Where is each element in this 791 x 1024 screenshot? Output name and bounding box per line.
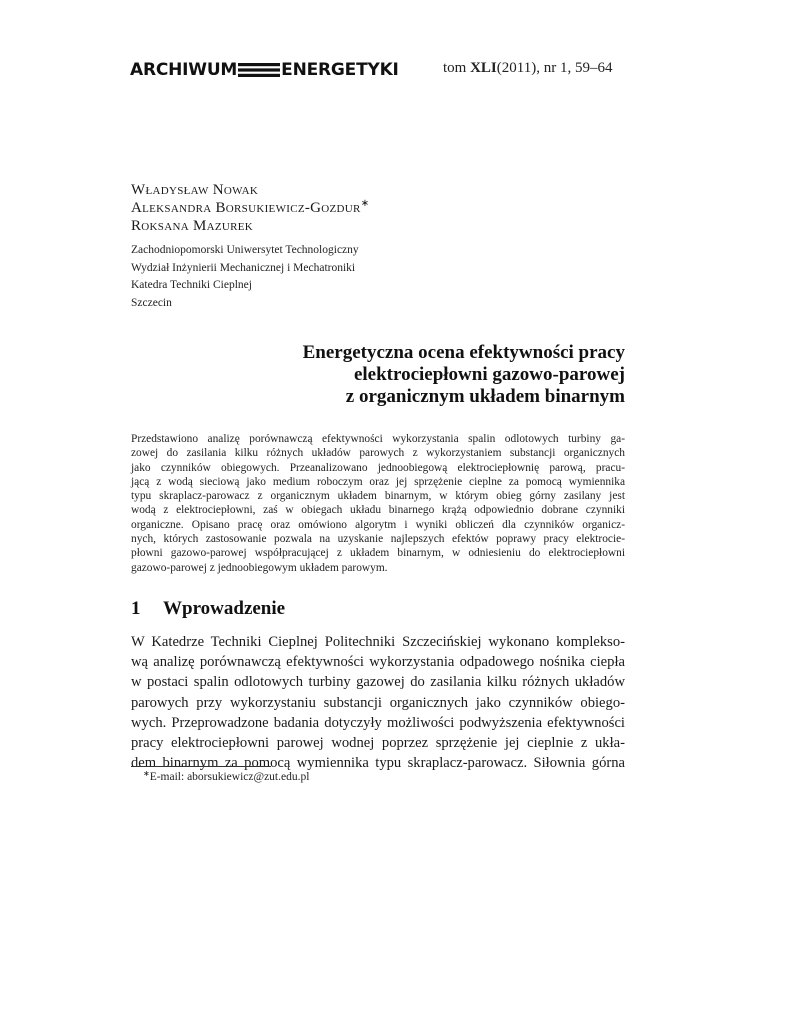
abstract-line: nych, których zastosowanie pozwala na uzyskanie najlepszych efektów poprawy pracy elektrocie- — [131, 533, 625, 546]
body-line: wych. Przeprowadzone badania dotyczyły możliwości podwyższenia efektywności — [131, 714, 625, 731]
section-title: Wprowadzenie — [163, 598, 286, 619]
paper-title — [145, 342, 625, 408]
author-list — [131, 181, 369, 235]
abstract — [131, 432, 625, 575]
affiliation — [131, 242, 359, 312]
abstract-line: Przedstawiono analizę porównawczą efektywności wykorzystania spalin odlotowych turbiny ga- — [131, 433, 625, 445]
abstract-line: płowni gazowo-parowej współpracującej z układem binarnym, w odniesieniu do elektrociepłowni — [131, 547, 625, 560]
journal-logo — [130, 58, 399, 82]
issue-prefix: tom — [443, 60, 471, 76]
affiliation-line: Wydział Inżynierii Mechanicznej i Mechatroniki — [131, 261, 356, 274]
footnote-mark: ∗ — [360, 198, 370, 209]
author — [131, 199, 369, 217]
section-heading — [131, 598, 285, 620]
author-name: Władysław Nowak — [131, 182, 259, 198]
section-number: 1 — [131, 598, 141, 619]
abstract-line: gazowo-parowej z jednoobiegowym układem parowym. — [131, 561, 388, 574]
footnote-divider — [131, 766, 271, 767]
abstract-line: jącą z wodą sieciową jako medium roboczym oraz jej sprzężenie cieplne za pomocą wymiennika — [131, 475, 625, 488]
author — [131, 217, 369, 235]
title-line: elektrociepłowni gazowo-parowej — [353, 364, 625, 385]
abstract-line: jako czynników obiegowych. Przeanalizowano jednoobiegową elektrociepłownię parową, pracu- — [131, 461, 625, 474]
footnote — [143, 771, 309, 783]
issue-info — [443, 60, 612, 77]
body-line: dem binarnym za pomocą wymiennika typu skraplacz-parowacz. Siłownia górna — [131, 755, 625, 772]
journal-name-right: ENERGETYKI — [281, 60, 399, 80]
author — [131, 181, 369, 199]
affiliation-line: Katedra Techniki Cieplnej — [131, 279, 252, 291]
body-paragraph — [131, 632, 625, 773]
body-line: W Katedrze Techniki Cieplnej Politechniki Szczecińskiej wykonano komplekso- — [131, 634, 625, 650]
body-line: wą analizę porównawczą efektywności wykorzystania odpadowego nośnika ciepła — [131, 654, 625, 671]
body-line: pracy elektrociepłowni parowej wodnej poprzez sprzężenie jej cieplnie z ukła- — [131, 735, 625, 752]
body-line: w postaci spalin odlotowych turbiny gazowej do zasilania kilku różnych układów — [131, 674, 625, 691]
affiliation-line: Szczecin — [131, 296, 172, 309]
title-line: Energetyczna ocena efektywności pracy — [302, 342, 625, 363]
issue-suffix: (2011), nr 1, 59–64 — [496, 60, 613, 76]
abstract-line: zowej do zasilania kilku różnych układów parowych z wykorzystaniem substancji organicznych — [131, 447, 625, 460]
abstract-line: organiczne. Opisano pracę oraz omówiono algorytm i wyniki obliczeń dla czynników organicz- — [131, 518, 625, 531]
volume-number: XLI — [470, 60, 497, 76]
logo-bars-icon — [238, 61, 280, 79]
body-line: parowych przy wykorzystaniu substancji organicznych jako czynników obiego- — [131, 694, 625, 711]
author-name: Roksana Mazurek — [131, 218, 254, 234]
footnote-email: E-mail: aborsukiewicz@zut.edu.pl — [149, 771, 310, 783]
title-line: z organicznym układem binarnym — [345, 386, 625, 407]
abstract-line: typu skraplacz-parowacz z organicznym układem binarnym, w którym obieg górny zasilany jest — [131, 490, 625, 503]
journal-name-left: ARCHIWUM — [130, 60, 238, 80]
author-name: Aleksandra Borsukiewicz-Gozdur — [131, 200, 361, 216]
affiliation-line: Zachodniopomorski Uniwersytet Technologiczny — [131, 244, 359, 256]
abstract-line: wodą z elektrociepłowni, zaś w obiegach układu binarnego krążą odpowiednio dobrane czynniki — [131, 504, 625, 517]
footnote-mark: ∗ — [143, 769, 150, 778]
